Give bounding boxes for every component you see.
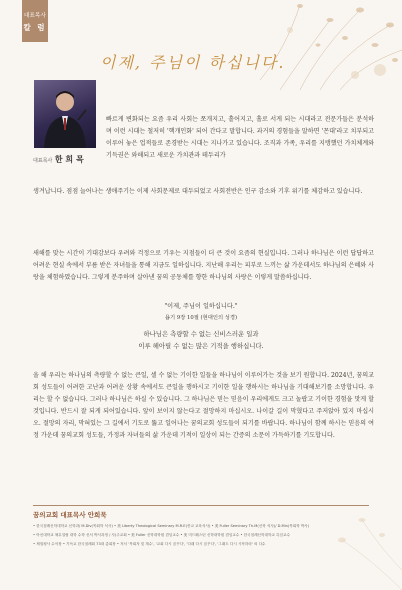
author-role: 대표목사 xyxy=(33,158,53,164)
tag-label-main: 칼 럼 xyxy=(23,23,47,32)
dried-flowers-illustration xyxy=(0,0,402,90)
paragraph-1: 빠르게 변화되는 요즘 우리 사회는 쪼개지고, 흩어지고, 홀로 서게 되는 시대라고 전문가들은 분석하며 이런 시대는 철저히 '핵개인화' 되어 간다고 말합니다. 과거의 경험들을 말하면 '꼰대'라고 치부되고 이루어 놓은 업적들로 존경받는 시대는 지나가고 있습니다. 조직과 가족, 우리를 지탱했던 가치체계와 기득권은 와해되고 새로운 가치관과 테두리가 xyxy=(106,116,374,159)
author-name: 한 희 목 xyxy=(54,155,84,164)
footer-bio-line-1: • 한국침례신학대학교 신학과/ M.Div(목회학 석사) • 美 Liberty Theological Seminary M.R.E(종교 교육석사) • 美 Fuller Seminary Th.M(신학 석사)/ D.Min(목회학 박사) xyxy=(33,524,310,528)
author-caption xyxy=(33,154,99,165)
paragraph-1-continued: 생겨납니다. 점점 늘어나는 생애주기는 이제 사회문제로 대두되었고 사회전반은 인구 감소와 기후 위기를 체감하고 있습니다. xyxy=(33,188,363,195)
author-photo-illustration xyxy=(34,80,96,148)
footer-bio-line-2: • 아신대학교 채무설립 대학 수학 신서 박사과정 / 사)주교회 • 美 Fuller 신학대학원 겸임교수 • 美 미드웨스턴 신학대학원 겸임교수 • 한국침례신학대학교 특임교수 xyxy=(33,533,290,537)
footer-title: 꿈의교회 대표목사 안희묵 xyxy=(33,511,107,519)
scripture-quote-title: "이제, 주님이 일하십니다." xyxy=(164,303,238,310)
tag-label-top: 대표목사 xyxy=(23,13,47,19)
dried-flowers-bottom-illustration xyxy=(222,470,402,590)
scripture-reference: 욥기 9장 10절 (현대인의 성경) xyxy=(164,315,238,321)
scripture-line-2: 이루 헤아릴 수 없는 많은 기적을 행하십니다. xyxy=(138,342,264,350)
column-tag xyxy=(22,0,48,42)
scripture-line-1: 하나님은 측량할 수 없는 신비스러운 일과 xyxy=(143,330,259,338)
footer-divider xyxy=(33,505,369,506)
page-title: 이제, 주님이 하십니다. xyxy=(100,53,286,72)
paragraph-2: 새해를 맞는 시간이 기대감보다 우려와 걱정으로 기우는 지점들이 더 큰 것이 요즘의 현실입니다. 그러나 하나님은 이런 답답하고 어려운 현실 속에서 부름 받은 자녀들을 통해 지금도 일하십니다. 지난해 우리는 피부로 느끼는 삶 가운데서도 하나님의 은혜와 사랑을 체험하였습니다. 그렇게 분주하며 살아낸 꿈의 공동체를 향한 하나님의 사랑은 이렇게 말씀하십니다. xyxy=(33,250,374,281)
paragraph-3: 올 해 우리는 하나님의 측량할 수 없는 큰일, 셀 수 없는 기이한 일들을 하나님이 이루어가는 것을 보기 원합니다. 2024년, 꿈의교회 성도들이 어려한 고난과 어려운 상황 속에서도 큰일을 행하시고 기이한 일을 행하시는 하나님을 기대해보기를 소망합니다. 우리는 할 수 없습니다. 그러나 하나님은 하실 수 있습니다. 그 하나님은 믿는 믿음이 우리에게도 크고 놀랍고 기이한 경험을 맛게 할 것입니다. 반드시 잘 되게 되어있습니다. 앞이 보이지 않는다고 절망하지 마십시오. 나이갈 길이 막혔다고 주저앉아 있지 마십시오. 절망의 자리, 막혀있는 그 길에서 기도로 뚫고 일어나는 꿈의교회 성도들이 되기를 바랍니다. 하나님이 함께 하시는 믿음의 여정 가운데 꿈의교회 성도들, 가정과 자녀들의 삶 가운데 기적이 일상이 되는 간증의 소문이 가득하기를 기도합니다. xyxy=(33,372,374,439)
footer-bio-line-3: • 제열평사 수석장 • 기독교 한국침례회 73대 총회장 • 저서 '목회자 및 계수', '교회 다시 꿈꾸다', '다래 다시 꿈꾸다', '그래도 다시 시작하라' 외 다수 xyxy=(33,542,266,546)
author-photo xyxy=(34,80,96,148)
